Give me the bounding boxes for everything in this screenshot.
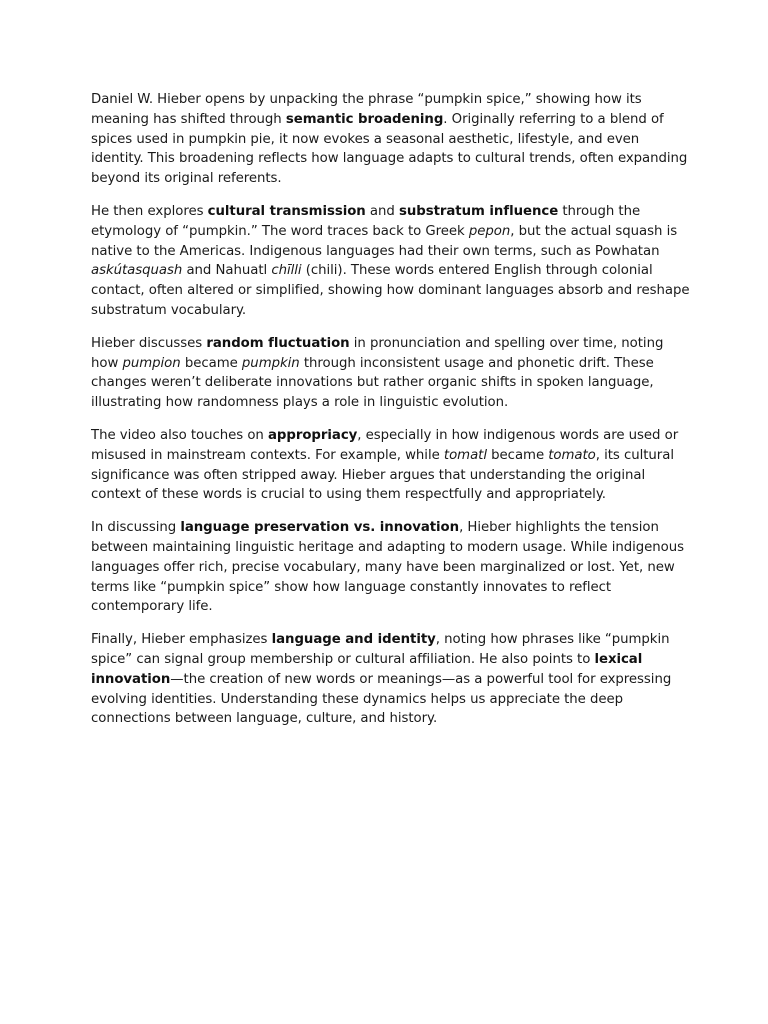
paragraph-preservation-innovation [91,518,691,617]
bold-term: language preservation vs. innovation [180,520,460,536]
paragraph-cultural-transmission [91,202,691,321]
bold-term: cultural transmission [207,203,366,219]
text-run: Finally, Hieber emphasizes [91,632,272,648]
bold-term: lexical innovation [91,651,643,687]
italic-term: pumpkin [241,355,300,371]
text-run: Hieber discusses [91,335,207,351]
text-run: became [180,355,242,371]
text-run: The video also touches on [91,427,268,443]
text-run: . Originally referring to a blend of spices used in pumpkin pie, it now evokes a seasonal aesthetic, lifestyle, and even identity. This broadening reflects how language adapts to cultural trends, often expanding beyond its original referents. [91,111,688,187]
text-run: , noting how phrases like “pumpkin spice” can signal group membership or cultural affiliation. He also points to [91,632,670,667]
bold-term: appropriacy [267,427,358,443]
bold-term: semantic broadening [285,111,444,127]
italic-term: chīlli [271,263,302,279]
paragraph-random-fluctuation [91,334,691,413]
text-run: —the creation of new words or meanings—as a powerful tool for expressing evolving identities. Understanding these dynamics helps us appreciate the deep connections between language, culture, and history. [91,671,672,727]
text-run: , Hieber highlights the tension between maintaining linguistic heritage and adapting to modern usage. While indigenous languages offer rich, precise vocabulary, many have been marginalized or lost. Yet, new terms like “pumpkin spice” show how language constantly innovates to reflect contemporary life. [91,520,684,615]
text-run: and [365,203,399,219]
text-run: , its cultural significance was often stripped away. Hieber argues that understanding the original context of these words is crucial to using them respectfully and appropriately. [91,447,674,503]
italic-term: pepon [468,223,511,239]
paragraph-appropriacy [91,426,691,505]
italic-term: tomato [548,447,596,463]
text-run: In discussing [91,520,181,536]
italic-term: tomatl [443,447,487,463]
italic-term: askútasquash [91,263,183,279]
text-run: Daniel W. Hieber opens by unpacking the phrase “pumpkin spice,” showing how its meaning has shifted through [91,92,642,127]
bold-term: language and identity [271,632,436,648]
bold-term: random fluctuation [206,335,350,351]
text-run: became [486,447,549,463]
paragraph-language-identity [91,630,691,729]
text-run: through inconsistent usage and phonetic drift. These changes weren’t deliberate innovations but rather organic shifts in spoken language, illustrating how randomness plays a role in linguistic evolution. [91,355,654,411]
text-run: and Nahuatl [182,263,272,279]
text-run: , but the actual squash is native to the Americas. Indigenous languages had their own terms, such as Powhatan [91,223,678,259]
bold-term: substratum influence [398,203,559,219]
text-run: in pronunciation and spelling over time, noting how [91,335,664,371]
text-run: He then explores [91,203,208,219]
paragraph-semantic-broadening [91,90,691,189]
text-run: (chili). These words entered English through colonial contact, often altered or simplified, showing how dominant languages absorb and reshape substratum vocabulary. [91,263,690,318]
document-body [91,90,691,742]
text-run: through the etymology of “pumpkin.” The word traces back to Greek [91,203,641,239]
italic-term: pumpion [122,355,181,371]
text-run: , especially in how indigenous words are used or misused in mainstream contexts. For example, while [91,427,679,463]
